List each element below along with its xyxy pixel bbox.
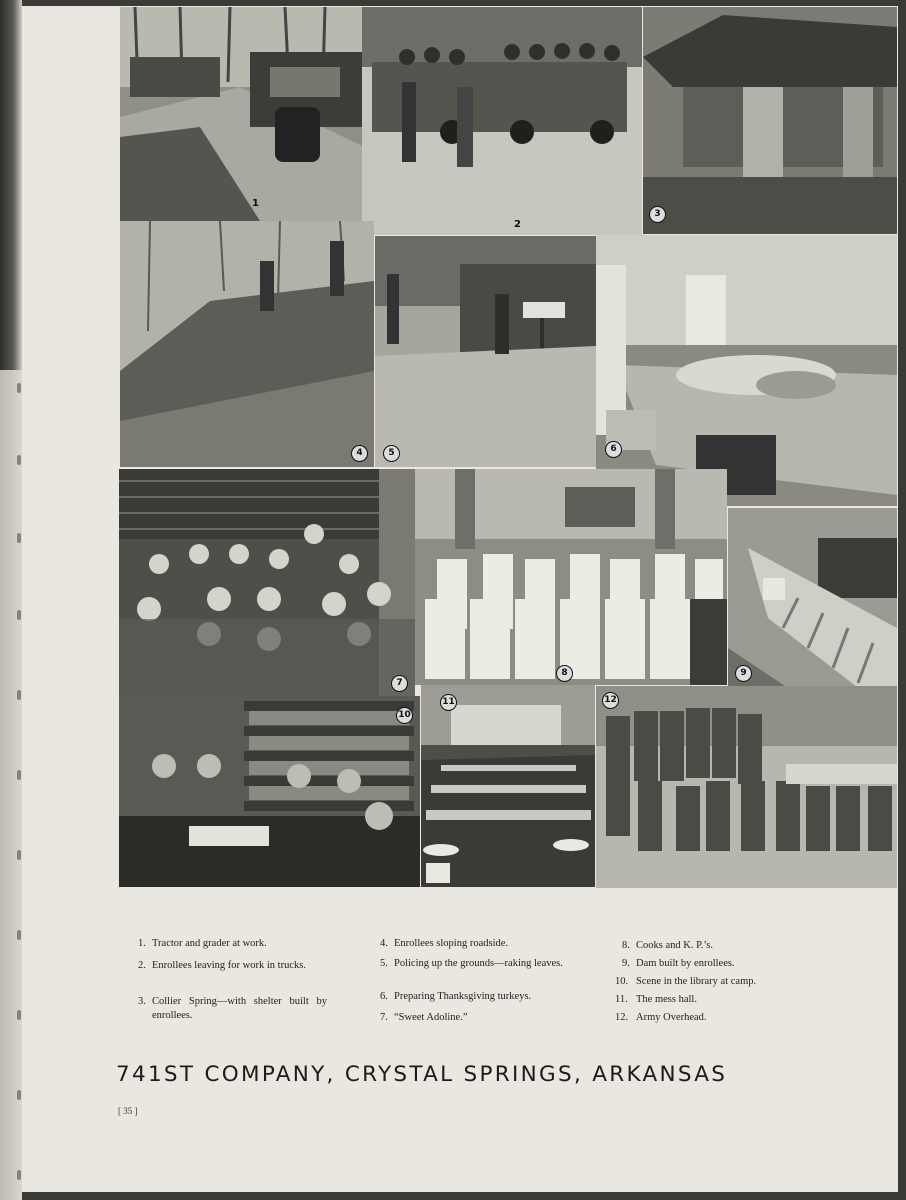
previous-page-edge: [0, 370, 22, 1200]
binding-stitch: [17, 850, 21, 860]
binding-stitch: [17, 383, 21, 393]
photo-trucks: [362, 7, 642, 235]
photo-number: 2: [514, 219, 521, 230]
photo-spring-shelter: [643, 7, 897, 234]
binding-stitch: [17, 930, 21, 940]
photo-tractor-grader: [120, 7, 385, 221]
photo-number: 12: [602, 692, 619, 709]
photo-number: 1: [252, 198, 259, 209]
photo-number: 3: [649, 206, 666, 223]
photo-number: 8: [556, 665, 573, 682]
binding-stitch: [17, 1170, 21, 1180]
photo-number: 11: [440, 694, 457, 711]
page-title: 741ST COMPANY, CRYSTAL SPRINGS, ARKANSAS: [116, 1062, 728, 1087]
photo-group-sweet-adoline: [119, 469, 415, 696]
photo-number: 4: [351, 445, 368, 462]
binding-stitch: [17, 1010, 21, 1020]
photo-mess-hall: [421, 685, 595, 887]
photo-policing-grounds: [375, 236, 596, 467]
binding-stitch: [17, 770, 21, 780]
binding-stitch: [17, 455, 21, 465]
photo-library: [119, 696, 420, 887]
binding-stitch: [17, 533, 21, 543]
photo-number: 10: [396, 707, 413, 724]
binding-stitch: [17, 610, 21, 620]
photo-number: 9: [735, 665, 752, 682]
binding-stitch: [17, 1090, 21, 1100]
page-number: [ 35 ]: [118, 1106, 138, 1116]
photo-army-overhead: [596, 686, 897, 888]
photo-number: 7: [391, 675, 408, 692]
binding-stitch: [17, 690, 21, 700]
photo-sloping-roadside: [120, 221, 374, 467]
photo-cooks-group: [415, 469, 727, 685]
photo-number: 5: [383, 445, 400, 462]
photo-number: 6: [605, 441, 622, 458]
photo-thanksgiving-turkeys: [596, 235, 897, 506]
